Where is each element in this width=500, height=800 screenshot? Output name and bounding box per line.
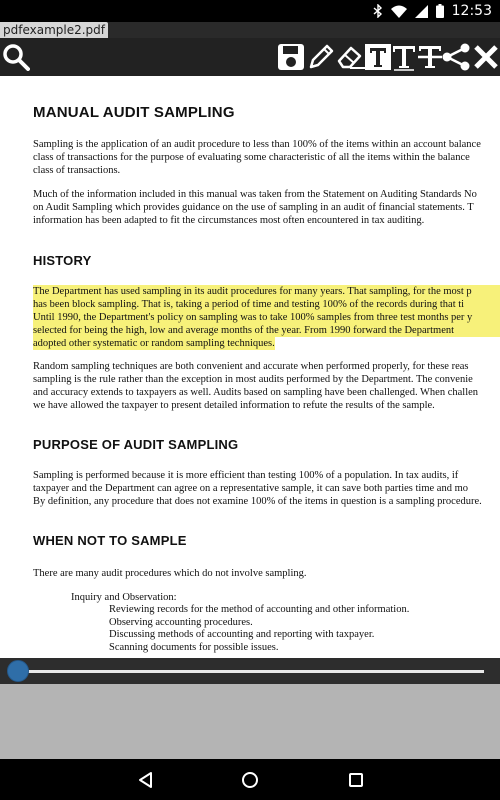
status-icons — [373, 3, 492, 19]
text-line: taxpayer and the Department can agree on a representative sample, it can save both parties time and mo — [33, 483, 468, 494]
purpose-heading: PURPOSE OF AUDIT SAMPLING — [33, 437, 239, 452]
navigation-bar — [0, 759, 500, 800]
doc-title: MANUAL AUDIT SAMPLING — [33, 104, 235, 121]
inquiry-label: Inquiry and Observation: — [71, 592, 177, 603]
back-icon[interactable] — [133, 769, 157, 791]
text-line-highlighted: has been block sampling. That is, taking a period of time and testing 100% of the records during that ti — [33, 298, 500, 311]
text-line: By definition, any procedure that does not examine 100% of the items in question is a sampling procedure. — [33, 496, 482, 507]
status-bar — [0, 0, 500, 22]
home-icon[interactable] — [238, 769, 262, 791]
share-icon[interactable] — [440, 40, 472, 74]
when-not-heading: WHEN NOT TO SAMPLE — [33, 533, 187, 548]
history-paragraph-2 — [33, 360, 500, 412]
history-paragraph-highlighted — [33, 285, 500, 350]
status-time: 12:53 — [451, 3, 492, 19]
text-line: Random sampling techniques are both convenient and accurate when performed properly, for these reas — [33, 361, 469, 372]
text-line: Sampling is performed because it is more efficient than testing 100% of a population. In tax audits, if — [33, 470, 459, 481]
empty-gray-area — [0, 684, 500, 759]
wifi-icon — [391, 5, 407, 18]
purpose-paragraph — [33, 469, 500, 508]
page-slider-bar — [0, 658, 500, 684]
text-line: sampling is the rule rather than the exception in most audits performed by the Department. The convenie — [33, 374, 473, 385]
text-line-highlighted: selected for being the high, low and average months of the year. From 1990 forward the Department — [33, 324, 500, 337]
pdf-page[interactable] — [0, 76, 500, 658]
text-line: Much of the information included in this manual was taken from the Statement on Auditing Standards No — [33, 189, 477, 200]
text-line: we have allowed the taxpayer to present detailed information to refute the results of the sample. — [33, 400, 435, 411]
list-item: Observing accounting procedures. — [109, 616, 253, 628]
bluetooth-icon — [373, 4, 383, 18]
page-slider-thumb[interactable] — [7, 660, 29, 682]
save-icon[interactable] — [275, 40, 307, 74]
file-name-tab[interactable]: pdfexample2.pdf — [0, 22, 108, 38]
list-item: Reviewing records for the method of accounting and other information. — [109, 604, 410, 615]
signal-icon — [415, 5, 428, 18]
text-line-highlighted: The Department has used sampling in its audit procedures for many years. That sampling, for the most p — [33, 285, 500, 298]
page-slider-track[interactable] — [18, 670, 484, 673]
text-line-highlighted: Until 1990, the Department's policy on sampling was to take 100% samples from three test months per y — [33, 311, 500, 324]
text-line: class of transactions for the purpose of evaluating some characteristic of all the items within the balance — [33, 152, 470, 163]
text-line: class of transactions. — [33, 165, 121, 176]
toolbar — [0, 38, 500, 76]
list-item: Discussing methods of accounting and reporting with taxpayer. — [109, 629, 375, 640]
history-heading: HISTORY — [33, 253, 92, 268]
list-item: Scanning documents for possible issues. — [109, 641, 279, 653]
battery-icon — [436, 4, 444, 18]
search-icon[interactable] — [0, 40, 32, 74]
text-line-highlighted: adopted other systematic or random sampling techniques. — [33, 338, 275, 349]
close-icon[interactable] — [470, 40, 500, 74]
text-line: information has been adapted to fit the circumstances most often encountered in tax auditing. — [33, 215, 425, 226]
recents-icon[interactable] — [344, 769, 368, 791]
pencil-icon[interactable] — [305, 40, 337, 74]
inquiry-list — [109, 604, 409, 654]
text-line: Sampling is the application of an audit procedure to less than 100% of the items within an account balance — [33, 139, 481, 150]
filename-strip — [0, 22, 500, 38]
text-line: on Audit Sampling which provides guidance on the use of sampling in an audit of financial statements. T — [33, 202, 474, 213]
intro-paragraph-2 — [33, 188, 500, 227]
text-line: and accuracy extends to taxpayers as well. Audits based on sampling have been challenged. When challen — [33, 387, 479, 398]
when-paragraph: There are many audit procedures which do not involve sampling. — [33, 568, 307, 579]
intro-paragraph-1 — [33, 138, 500, 177]
